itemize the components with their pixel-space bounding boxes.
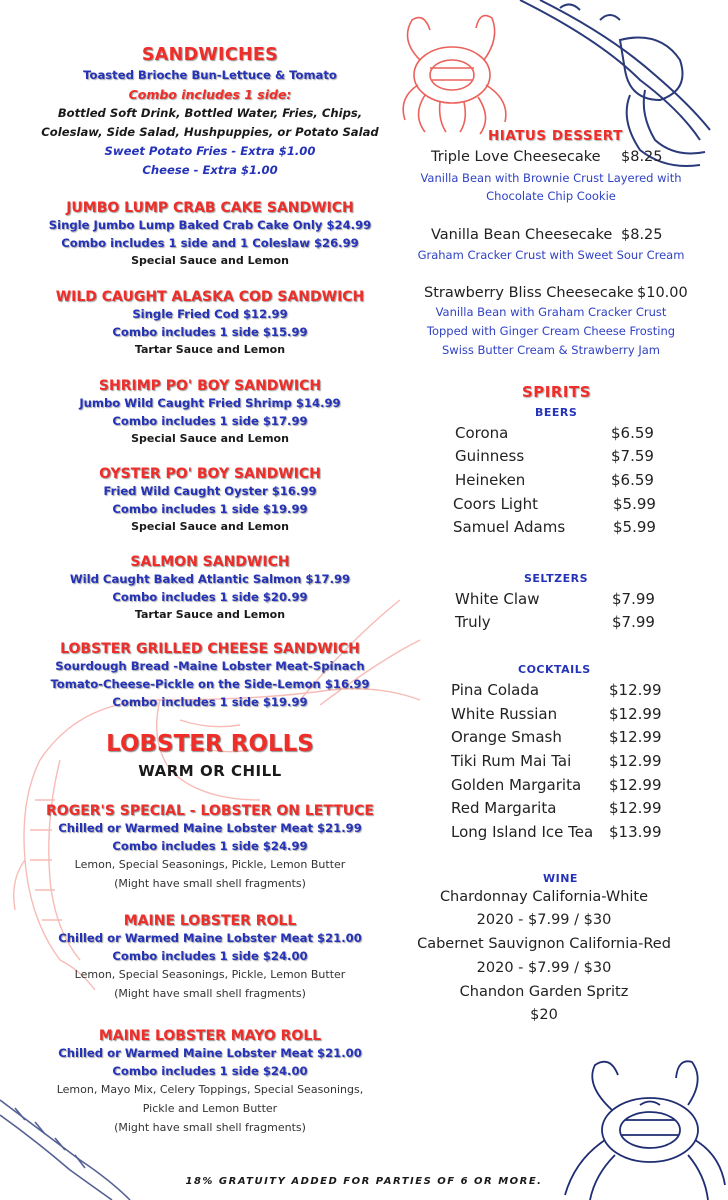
dessert-name: Vanilla Bean Cheesecake — [431, 227, 613, 243]
item-name: JUMBO LUMP CRAB CAKE SANDWICH — [66, 200, 354, 216]
item-line: Single Jumbo Lump Baked Crab Cake Only $24.99 — [48, 218, 372, 232]
seltzers-label: SELTZERS — [524, 572, 589, 585]
drink-price: $7.99 — [612, 613, 655, 631]
item-note: Lemon, Special Seasonings, Pickle, Lemon Butter — [74, 968, 346, 981]
drink-price: $5.99 — [613, 495, 656, 513]
wine-line: Chardonnay California-White — [439, 889, 649, 905]
item-line: Combo includes 1 side $19.99 — [112, 502, 308, 516]
drink-price: $12.99 — [609, 728, 662, 746]
drink-price: $12.99 — [609, 752, 662, 770]
item-sauce: Tartar Sauce and Lemon — [134, 608, 286, 621]
drink-price: $7.99 — [612, 590, 655, 608]
lobster-roll-item — [0, 1028, 420, 1137]
drink-name: White Russian — [451, 705, 558, 723]
dessert-price: $10.00 — [637, 285, 688, 301]
extra-cheese: Cheese - Extra $1.00 — [142, 163, 278, 177]
dessert-desc: Vanilla Bean with Brownie Crust Layered with — [420, 171, 682, 185]
wine-line: 2020 - $7.99 / $30 — [476, 960, 612, 976]
item-name: SHRIMP PO' BOY SANDWICH — [98, 378, 322, 394]
item-line: Combo includes 1 side $24.00 — [112, 949, 308, 963]
dessert-name: Strawberry Bliss Cheesecake — [424, 285, 634, 301]
drink-name: Pina Colada — [451, 681, 540, 699]
drink-name: White Claw — [455, 590, 540, 608]
item-line: Fried Wild Caught Oyster $16.99 — [103, 484, 317, 498]
item-line: Jumbo Wild Caught Fried Shrimp $14.99 — [79, 396, 341, 410]
item-name: OYSTER PO' BOY SANDWICH — [99, 466, 321, 482]
drink-name: Corona — [455, 424, 509, 442]
sandwich-item — [0, 289, 420, 359]
wine-line: Cabernet Sauvignon California-Red — [417, 936, 671, 952]
item-name: WILD CAUGHT ALASKA COD SANDWICH — [55, 289, 365, 305]
item-line: Combo includes 1 side $15.99 — [112, 325, 308, 339]
drink-name: Orange Smash — [451, 728, 562, 746]
item-sauce: Special Sauce and Lemon — [131, 254, 289, 267]
cocktails-label: COCKTAILS — [518, 663, 591, 676]
item-note: (Might have small shell fragments) — [114, 987, 306, 1000]
dessert-name: Triple Love Cheesecake — [431, 149, 601, 165]
item-line: Tomato-Cheese-Pickle on the Side-Lemon $16.99 — [50, 677, 370, 691]
gratuity-footer: 18% GRATUITY ADDED FOR PARTIES OF 6 OR MORE. — [185, 1176, 543, 1187]
item-line: Wild Caught Baked Atlantic Salmon $17.99 — [69, 572, 351, 586]
drink-price: $12.99 — [609, 799, 662, 817]
item-note: Lemon, Special Seasonings, Pickle, Lemon Butter — [74, 858, 346, 871]
lobster-grilled-cheese — [0, 641, 420, 711]
drink-price: $6.59 — [611, 424, 654, 442]
wine-label: WINE — [543, 872, 578, 885]
item-name: ROGER'S SPECIAL - LOBSTER ON LETTUCE — [46, 803, 374, 819]
dessert-desc: Swiss Butter Cream & Strawberry Jam — [441, 343, 661, 357]
item-sauce: Special Sauce and Lemon — [131, 520, 289, 533]
dessert-desc: Graham Cracker Crust with Sweet Sour Cream — [417, 248, 685, 262]
item-line: Combo includes 1 side $20.99 — [112, 590, 308, 604]
item-line: Combo includes 1 side and 1 Coleslaw $26.99 — [61, 236, 359, 250]
drink-name: Guinness — [455, 447, 525, 465]
extra-sweet-potato: Sweet Potato Fries - Extra $1.00 — [104, 144, 316, 158]
drink-price: $5.99 — [613, 518, 656, 536]
combo-note: Combo includes 1 side: — [128, 87, 292, 102]
dessert-desc: Topped with Ginger Cream Cheese Frosting — [426, 324, 676, 338]
item-note: (Might have small shell fragments) — [114, 877, 306, 890]
drink-name: Truly — [455, 613, 491, 631]
drink-name: Samuel Adams — [453, 518, 566, 536]
item-note: Pickle and Lemon Butter — [142, 1102, 278, 1115]
drink-name: Coors Light — [453, 495, 539, 513]
item-line: Combo includes 1 side $19.99 — [112, 695, 308, 709]
dessert-desc: Chocolate Chip Cookie — [486, 189, 616, 203]
item-name: MAINE LOBSTER ROLL — [123, 913, 297, 929]
drink-name: Heineken — [455, 471, 526, 489]
item-line: Single Fried Cod $12.99 — [132, 307, 288, 321]
drink-price: $12.99 — [609, 681, 662, 699]
lobster-roll-item — [0, 913, 420, 1003]
item-name: SALMON SANDWICH — [130, 554, 290, 570]
drink-price: $6.59 — [611, 471, 654, 489]
drink-name: Golden Margarita — [451, 776, 582, 794]
sandwiches-section — [0, 44, 420, 180]
sandwich-item — [0, 466, 420, 536]
dessert-price: $8.25 — [621, 227, 663, 243]
drink-price: $12.99 — [609, 776, 662, 794]
wine-line: 2020 - $7.99 / $30 — [476, 912, 612, 928]
sandwich-item — [0, 378, 420, 448]
lobster-rolls-subtitle: WARM OR CHILL — [138, 762, 282, 780]
sandwiches-title: SANDWICHES — [141, 45, 279, 65]
drink-price: $13.99 — [609, 823, 662, 841]
item-line: Sourdough Bread -Maine Lobster Meat-Spinach — [55, 659, 365, 673]
wine-line: Chandon Garden Spritz — [459, 984, 629, 1000]
item-name: MAINE LOBSTER MAYO ROLL — [98, 1028, 322, 1044]
spirits-title: SPIRITS — [522, 383, 592, 401]
sides-line-1: Bottled Soft Drink, Bottled Water, Fries, Chips, — [57, 106, 363, 120]
sides-line-2: Coleslaw, Side Salad, Hushpuppies, or Potato Salad — [41, 125, 379, 139]
sandwich-item — [0, 554, 420, 624]
sandwiches-subtitle: Toasted Brioche Bun-Lettuce & Tomato — [83, 68, 337, 82]
sandwich-item — [0, 200, 420, 270]
dessert-title: HIATUS DESSERT — [488, 128, 623, 144]
drink-price: $7.59 — [611, 447, 654, 465]
item-note: Lemon, Mayo Mix, Celery Toppings, Special Seasonings, — [56, 1083, 364, 1096]
drink-name: Red Margarita — [451, 799, 557, 817]
lobster-rolls-header — [0, 729, 420, 783]
drink-name: Tiki Rum Mai Tai — [451, 752, 572, 770]
item-sauce: Special Sauce and Lemon — [131, 432, 289, 445]
item-line: Chilled or Warmed Maine Lobster Meat $21.00 — [58, 931, 362, 945]
item-line: Chilled or Warmed Maine Lobster Meat $21.99 — [58, 821, 362, 835]
beers-label: BEERS — [535, 406, 578, 419]
lobster-roll-item — [0, 803, 420, 893]
item-line: Chilled or Warmed Maine Lobster Meat $21.00 — [58, 1046, 362, 1060]
item-name: LOBSTER GRILLED CHEESE SANDWICH — [60, 641, 360, 657]
lobster-rolls-title: LOBSTER ROLLS — [106, 731, 314, 757]
item-line: Combo includes 1 side $17.99 — [112, 414, 308, 428]
item-note: (Might have small shell fragments) — [114, 1121, 306, 1134]
drink-name: Long Island Ice Tea — [451, 823, 594, 841]
item-line: Combo includes 1 side $24.99 — [112, 839, 308, 853]
dessert-desc: Vanilla Bean with Graham Cracker Crust — [435, 305, 667, 319]
wine-line: $20 — [530, 1007, 558, 1023]
item-line: Combo includes 1 side $24.00 — [112, 1064, 308, 1078]
item-sauce: Tartar Sauce and Lemon — [134, 343, 286, 356]
dessert-price: $8.25 — [621, 149, 663, 165]
drink-price: $12.99 — [609, 705, 662, 723]
